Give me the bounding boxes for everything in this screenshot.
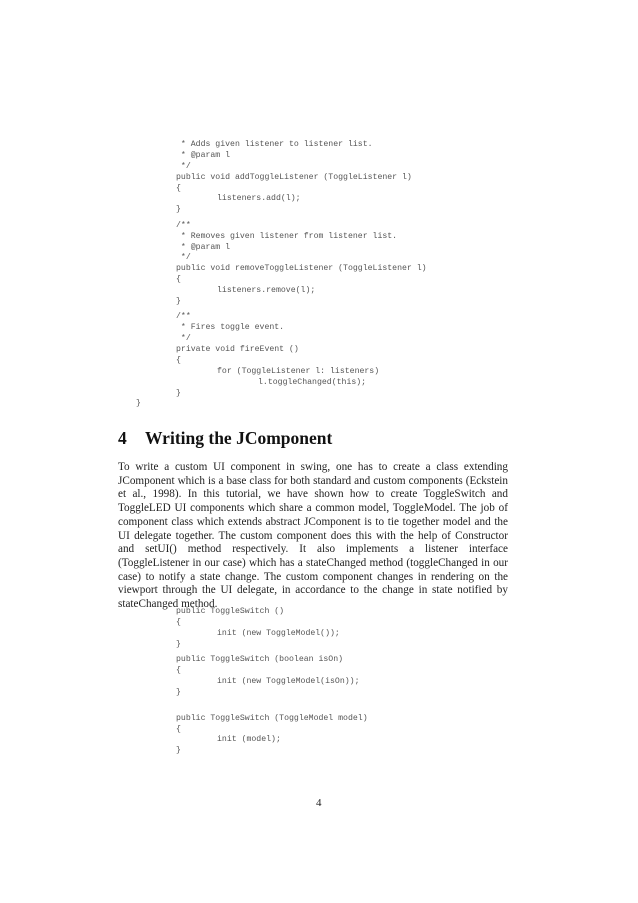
page-number: 4 [316,797,322,809]
section-title: Writing the JComponent [145,428,333,448]
code-line: } [176,296,181,306]
code-line: for (ToggleListener l: listeners) [217,366,380,376]
code-line: * @param l [176,150,231,160]
code-line: listeners.add(l); [217,194,301,204]
code-line: init (new ToggleModel(isOn)); [217,676,360,686]
code-line: /** [176,312,191,322]
code-line: { [176,617,181,627]
code-line: public void addToggleListener (ToggleListener l) [176,172,412,182]
code-line: l.toggleChanged(this); [258,377,367,387]
code-listing-constructors [136,607,368,757]
code-line: * Removes given listener from listener list. [176,231,398,241]
code-line: } [176,639,181,649]
section-paragraph: To write a custom UI component in swing, one has to create a class extending JComponent which is a base class for both standard and custom components (Eckstein et al., 1998). In this tutorial, we have shown how to create ToggleSwitch and ToggleLED UI components which share a common model, ToggleModel. The job of component class which extends abstract JComponent is to tie together model and the UI delegate together. The custom component does this with the help of Constructor and setUI() method respectively. It also implements a listener interface (ToggleListener in our case) which has a stateChanged method (toggleChanged in our case) to notify a state change. The custom component changes in rendering on the viewport through the UI delegate, in accordance to the change in state notified by stateChanged method. [118,461,508,611]
code-line: init (model); [217,735,281,745]
code-line: { [176,183,181,193]
code-line: */ [176,253,191,263]
code-line: init (new ToggleModel()); [217,628,340,638]
code-listing-listeners [136,140,427,410]
code-line: { [176,355,181,365]
code-line: { [176,724,181,734]
code-line: public void removeToggleListener (ToggleListener l) [176,264,427,274]
code-line: } [176,746,181,756]
code-line: } [176,687,181,697]
code-line: * Fires toggle event. [176,323,285,333]
code-line: public ToggleSwitch (ToggleModel model) [176,713,368,723]
code-line: { [176,665,181,675]
code-line: listeners.remove(l); [217,286,316,296]
code-blank-line [136,699,368,714]
code-line: */ [176,334,191,344]
code-line: private void fireEvent () [176,345,299,355]
code-line: * @param l [176,242,231,252]
code-line: /** [176,220,191,230]
code-line: * Adds given listener to listener list. [176,140,373,149]
section-number: 4 [118,428,127,448]
code-line: public ToggleSwitch (boolean isOn) [176,655,344,665]
code-line: } [176,388,181,398]
code-line: */ [176,161,191,171]
code-line: } [176,205,181,215]
code-line: public ToggleSwitch () [176,607,285,616]
code-line: { [176,275,181,285]
section-heading [118,428,332,449]
code-line: } [136,399,141,409]
